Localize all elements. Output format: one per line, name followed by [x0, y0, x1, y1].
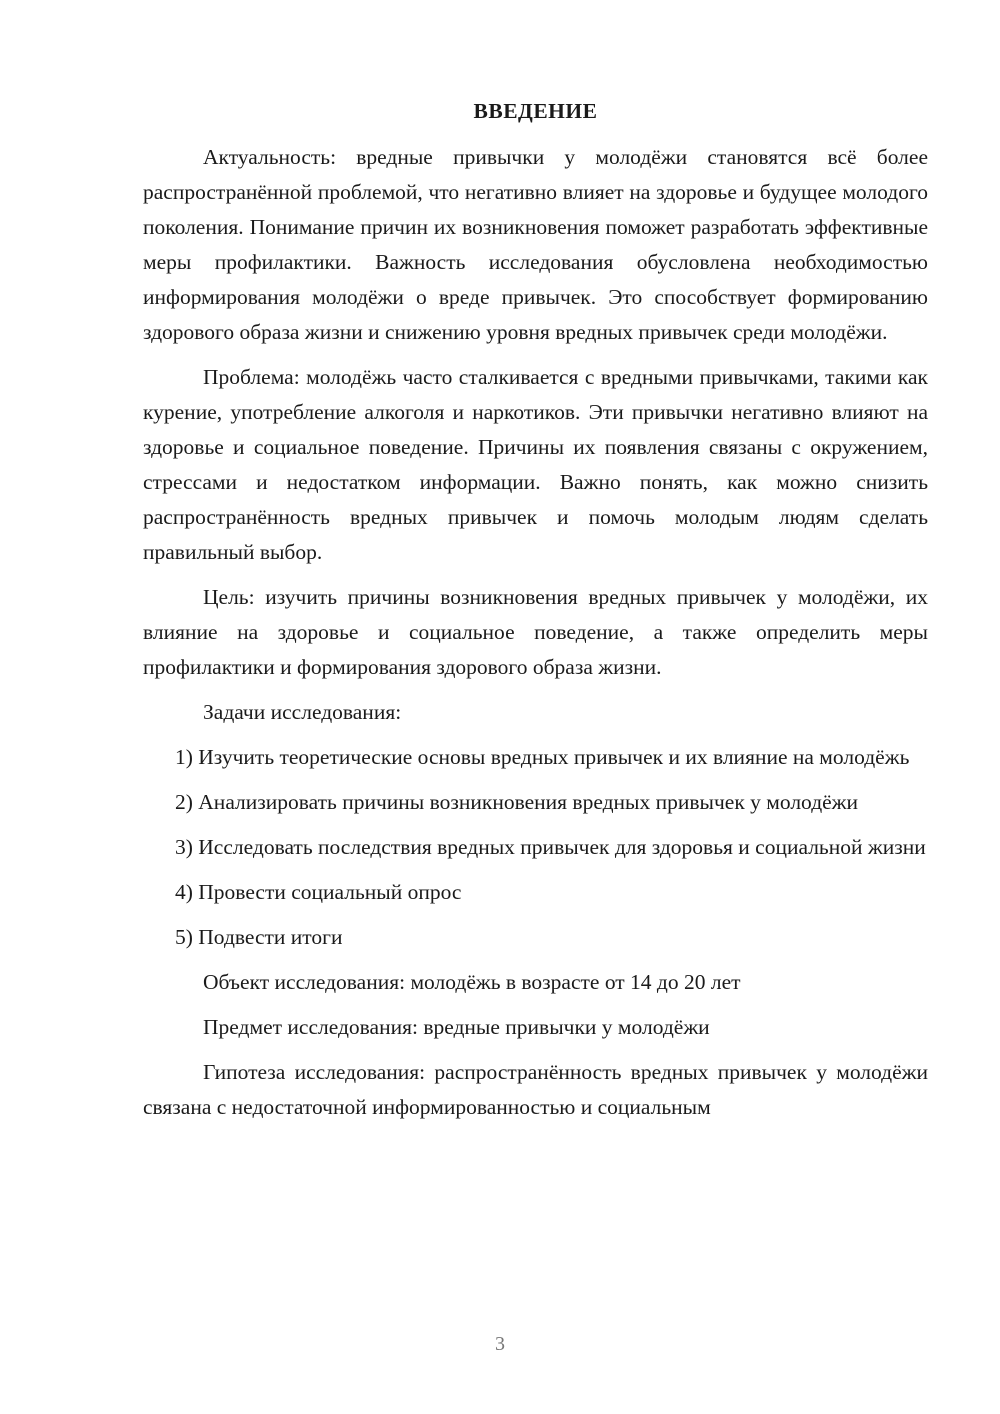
relevance-paragraph: Актуальность: вредные привычки у молодёжи становятся всё более распространённой проблемой, что негативно влияет на здоровье и будущее молодого поколения. Понимание причин их возникновения поможет разработать эффективные меры профилактики. Важность исследования обусловлена необходимостью информирования молодёжи о вреде привычек. Это способствует формированию здорового образа жизни и снижению уровня вредных привычек среди молодёжи. — [143, 145, 928, 344]
document-page — [143, 96, 928, 1135]
tasks-heading: Задачи исследования: — [203, 700, 402, 724]
task-item: 4) Провести социальный опрос — [175, 880, 462, 904]
task-item: 1) Изучить теоретические основы вредных привычек и их влияние на молодёжь — [175, 745, 910, 769]
task-item: 5) Подвести итоги — [175, 925, 343, 949]
hypothesis-paragraph: Гипотеза исследования: распространённость вредных привычек у молодёжи связана с недостаточной информированностью и социальным — [143, 1060, 928, 1119]
problem-paragraph: Проблема: молодёжь часто сталкивается с вредными привычками, такими как курение, употребление алкоголя и наркотиков. Эти привычки негативно влияют на здоровье и социальное поведение. Причины их появления связаны с окружением, стрессами и недостатком информации. Важно понять, как можно снизить распространённость вредных привычек и помочь молодым людям сделать правильный выбор. — [143, 365, 928, 564]
object-paragraph: Объект исследования: молодёжь в возрасте от 14 до 20 лет — [203, 970, 741, 994]
task-item: 3) Исследовать последствия вредных привычек для здоровья и социальной жизни — [175, 835, 926, 859]
subject-paragraph: Предмет исследования: вредные привычки у молодёжи — [203, 1015, 710, 1039]
goal-paragraph: Цель: изучить причины возникновения вредных привычек у молодёжи, их влияние на здоровье и социальное поведение, а также определить меры профилактики и формирования здорового образа жизни. — [143, 585, 928, 679]
task-item: 2) Анализировать причины возникновения вредных привычек у молодёжи — [175, 790, 859, 814]
page-number: 3 — [495, 1333, 505, 1355]
page-title: ВВЕДЕНИЕ — [473, 99, 598, 123]
